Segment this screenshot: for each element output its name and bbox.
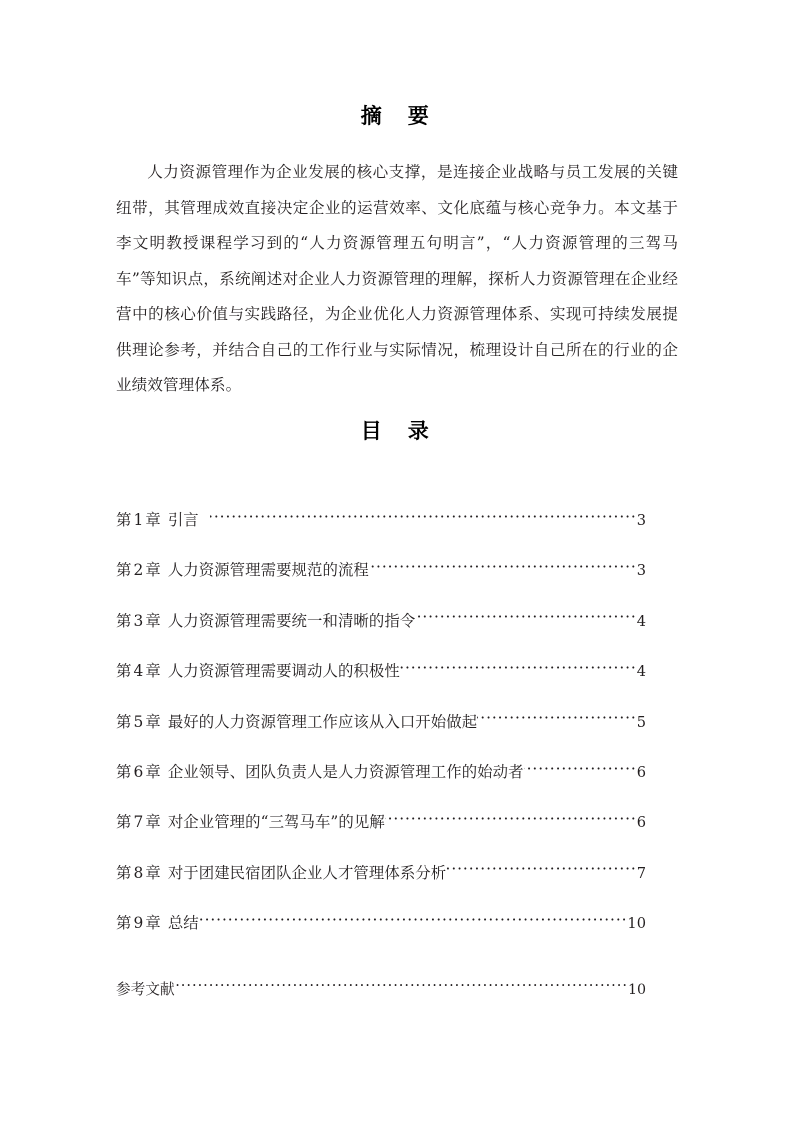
references-page-number: 10: [627, 982, 646, 998]
toc-page-number: 4: [636, 663, 646, 681]
toc-entry-label: [116, 508, 199, 530]
toc-page-number: 6: [636, 763, 646, 781]
toc-chapter-number: 8: [133, 863, 144, 882]
toc-chapter-number: 4: [133, 662, 144, 681]
toc-chapter-number: 2: [133, 561, 144, 580]
toc-chapter-prefix: 第: [116, 511, 132, 529]
toc-entry-8[interactable]: [116, 861, 646, 911]
toc-page-number: 6: [636, 814, 646, 832]
toc-chapter-prefix: 第: [116, 561, 132, 580]
toc-chapter-suffix: 章: [145, 914, 161, 933]
toc-chapter-title: 总结: [167, 914, 199, 933]
toc-chapter-suffix: 章: [145, 561, 161, 580]
toc-dot-leader: [477, 711, 637, 726]
toc-chapter-prefix: 第: [116, 611, 132, 630]
toc-chapter-number: 9: [133, 914, 144, 933]
toc-chapter-title: 对于团建民宿团队企业人才管理体系分析: [167, 863, 447, 882]
toc-entry-label: [116, 558, 369, 580]
toc-entry-label: [116, 911, 199, 933]
toc-dot-leader: [400, 661, 637, 676]
toc-entry-3[interactable]: [116, 609, 646, 659]
toc-chapter-suffix: 章: [145, 813, 161, 832]
toc-chapter-title: 对企业管理的“三驾马车”的见解: [167, 813, 385, 832]
toc-chapter-title: 人力资源管理需要统一和清晰的指令: [167, 611, 416, 630]
toc-entry-label: [116, 659, 400, 681]
toc-chapter-suffix: 章: [145, 762, 161, 781]
abstract-body-paragraph: 人力资源管理作为企业发展的核心支撑，是连接企业战略与员工发展的关键纽带，其管理成效直接决定企业的运营效率、文化底蕴与核心竞争力。本文基于李文明教授课程学习到的“人力资源管理五句明言”，“人力资源管理的三驾马车”等知识点，系统阐述对企业人力资源管理的理解，探析人力资源管理在企业经营中的核心价值与实践路径，为企业优化人力资源管理体系、实现可持续发展提供理论参考，并结合自己的工作行业与实际情况，梳理设计自己所在的行业的企业绩效管理体系。: [116, 163, 678, 394]
abstract-heading: 摘 要: [360, 103, 432, 128]
toc-dot-leader: [210, 510, 637, 525]
toc-chapter-title: 企业领导、团队负责人是人力资源管理工作的始动者: [167, 762, 524, 781]
toc-heading: 目 录: [360, 418, 432, 443]
toc-entry-4[interactable]: [116, 659, 646, 709]
toc-chapter-number: 1: [133, 511, 144, 529]
toc-entry-9[interactable]: [116, 911, 646, 961]
toc-chapter-title: 人力资源管理需要规范的流程: [167, 561, 369, 580]
toc-dot-leader: [199, 913, 628, 928]
toc-chapter-number: 5: [133, 712, 144, 731]
toc-chapter-number: 7: [133, 813, 144, 832]
toc-entry-label: [116, 760, 524, 782]
toc-list: [116, 508, 646, 962]
toc-chapter-prefix: 第: [116, 712, 132, 731]
toc-chapter-number: 6: [133, 762, 144, 781]
toc-chapter-number: 3: [133, 611, 144, 630]
toc-chapter-title: 最好的人力资源管理工作应该从入口开始做起: [167, 712, 478, 731]
toc-chapter-prefix: 第: [116, 813, 132, 832]
toc-entry-label: [116, 609, 415, 631]
toc-entry-5[interactable]: [116, 710, 646, 760]
toc-chapter-suffix: 章: [145, 662, 161, 681]
toc-entry-6[interactable]: [116, 760, 646, 810]
toc-chapter-title: 引言: [167, 511, 199, 529]
toc-entry-label: [116, 710, 477, 732]
references-label: 参考文献: [116, 981, 175, 998]
toc-dot-leader: [446, 862, 636, 877]
toc-page-number: 5: [636, 713, 646, 731]
toc-dot-leader: [369, 560, 637, 575]
toc-chapter-title: 人力资源管理需要调动人的积极性: [167, 662, 400, 681]
toc-chapter-prefix: 第: [116, 914, 132, 933]
toc-entry-2[interactable]: [116, 558, 646, 608]
toc-dot-leader: [415, 610, 636, 625]
toc-entry-references[interactable]: [116, 978, 646, 999]
toc-entry-7[interactable]: [116, 810, 646, 860]
toc-chapter-suffix: 章: [145, 863, 161, 882]
toc-chapter-prefix: 第: [116, 762, 132, 781]
toc-dot-leader: [385, 812, 637, 827]
toc-dot-leader: [175, 979, 628, 994]
toc-entry-1[interactable]: [116, 508, 646, 558]
toc-page-number: 3: [636, 512, 646, 529]
toc-chapter-prefix: 第: [116, 662, 132, 681]
toc-chapter-suffix: 章: [145, 712, 161, 731]
toc-page-number: 3: [636, 562, 646, 580]
toc-chapter-suffix: 章: [145, 511, 161, 529]
toc-dot-leader: [524, 762, 637, 777]
toc-page-number: 4: [636, 612, 646, 630]
toc-chapter-suffix: 章: [145, 611, 161, 630]
toc-page-number: 7: [636, 864, 646, 882]
toc-chapter-prefix: 第: [116, 863, 132, 882]
toc-page-number: 10: [627, 915, 646, 933]
toc-entry-label: [116, 810, 385, 832]
toc-entry-label: [116, 861, 446, 883]
